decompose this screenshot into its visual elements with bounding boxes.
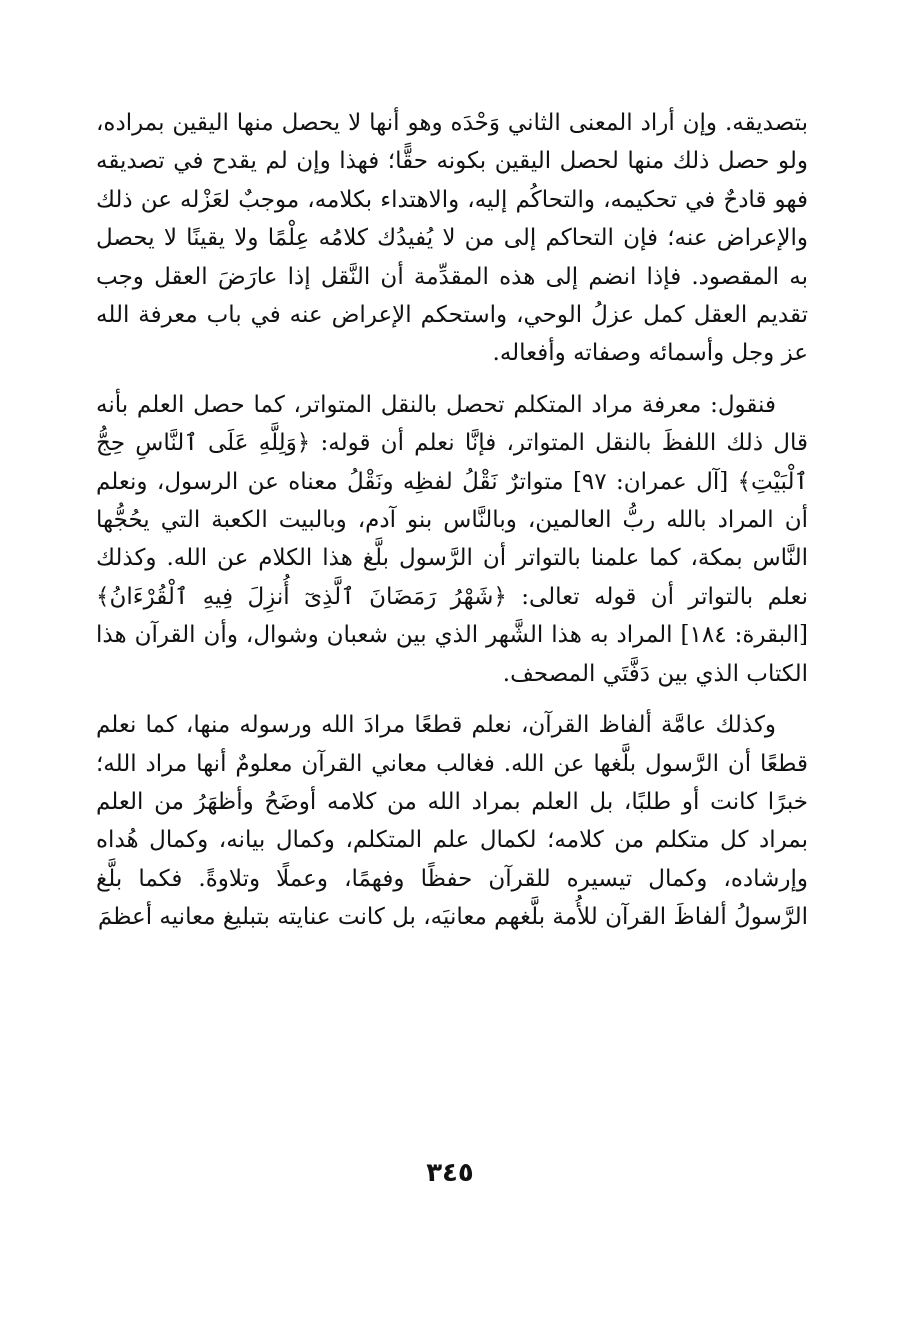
page-number: ٣٤٥ [426, 1158, 474, 1188]
paragraph-1: بتصديقه. وإن أراد المعنى الثاني وَحْدَه وهو أنها لا يحصل منها اليقين بمراده، ولو حصل ذلك منها لحصل اليقين بكونه حقًّا؛ فهذا وإن لم يقدح في تصديقه فهو قادحٌ في تحكيمه، والتحاكُم إليه، والاهتداء بكلامه، موجبٌ لعَزْله عن ذلك والإعراض عنه؛ فإن التحاكم إلى من لا يُفيدُك كلامُه عِلْمًا ولا يقينًا لا يحصل به المقصود. فإذا انضم إلى هذه المقدِّمة أن النَّقل إذا عارَضَ العقل وجب تقديم العقل كمل عزلُ الوحي، واستحكم الإعراض عنه في باب معرفة الله عز وجل وأسمائه وصفاته وأفعاله. [96, 110, 808, 367]
page-body [96, 104, 808, 937]
paragraph-2: فنقول: معرفة مراد المتكلم تحصل بالنقل المتواتر، كما حصل العلم بأنه قال ذلك اللفظَ بالنقل المتواتر، فإنَّا نعلم أن قوله: ﴿وَلِلَّهِ عَلَى ٱلنَّاسِ حِجُّ ٱلْبَيْتِ﴾ [آل عمران: ٩٧] متواترٌ نَقْلُ لفظِه ونَقْلُ معناه عن الرسول، ونعلم أن المراد بالله ربُّ العالمين، وبالنَّاس بنو آدم، وبالبيت الكعبة التي يحُجُّها النَّاس بمكة، كما علمنا بالتواتر أن الرَّسول بلَّغ هذا الكلام عن الله. وكذلك نعلم بالتواتر أن قوله تعالى: ﴿شَهْرُ رَمَضَانَ ٱلَّذِىٓ أُنزِلَ فِيهِ ٱلْقُرْءَانُ﴾ [البقرة: ١٨٤] المراد به هذا الشَّهر الذي بين شعبان وشوال، وأن القرآن هذا الكتاب الذي بين دَفَّتَي المصحف. [96, 391, 809, 687]
paragraph-3: وكذلك عامَّة ألفاظ القرآن، نعلم قطعًا مرادَ الله ورسوله منها، كما نعلم قطعًا أن الرَّسول بلَّغها عن الله. فغالب معاني القرآن معلومٌ أنها مراد الله؛ خبرًا كانت أو طلبًا، بل العلم بمراد الله من كلامه أوضَحُ وأظهَرُ من العلم بمراد كل متكلم من كلامه؛ لكمال علم المتكلم، وكمال بيانه، وكمال هُداه وإرشاده، وكمال تيسيره للقرآن حفظًا وفهمًا، وعملًا وتلاوةً. فكما بلَّغ الرَّسولُ ألفاظَ القرآن للأُمة بلَّغهم معانيَه، بل كانت عنايته بتبليغ معانيه أعظمَ [96, 712, 808, 931]
